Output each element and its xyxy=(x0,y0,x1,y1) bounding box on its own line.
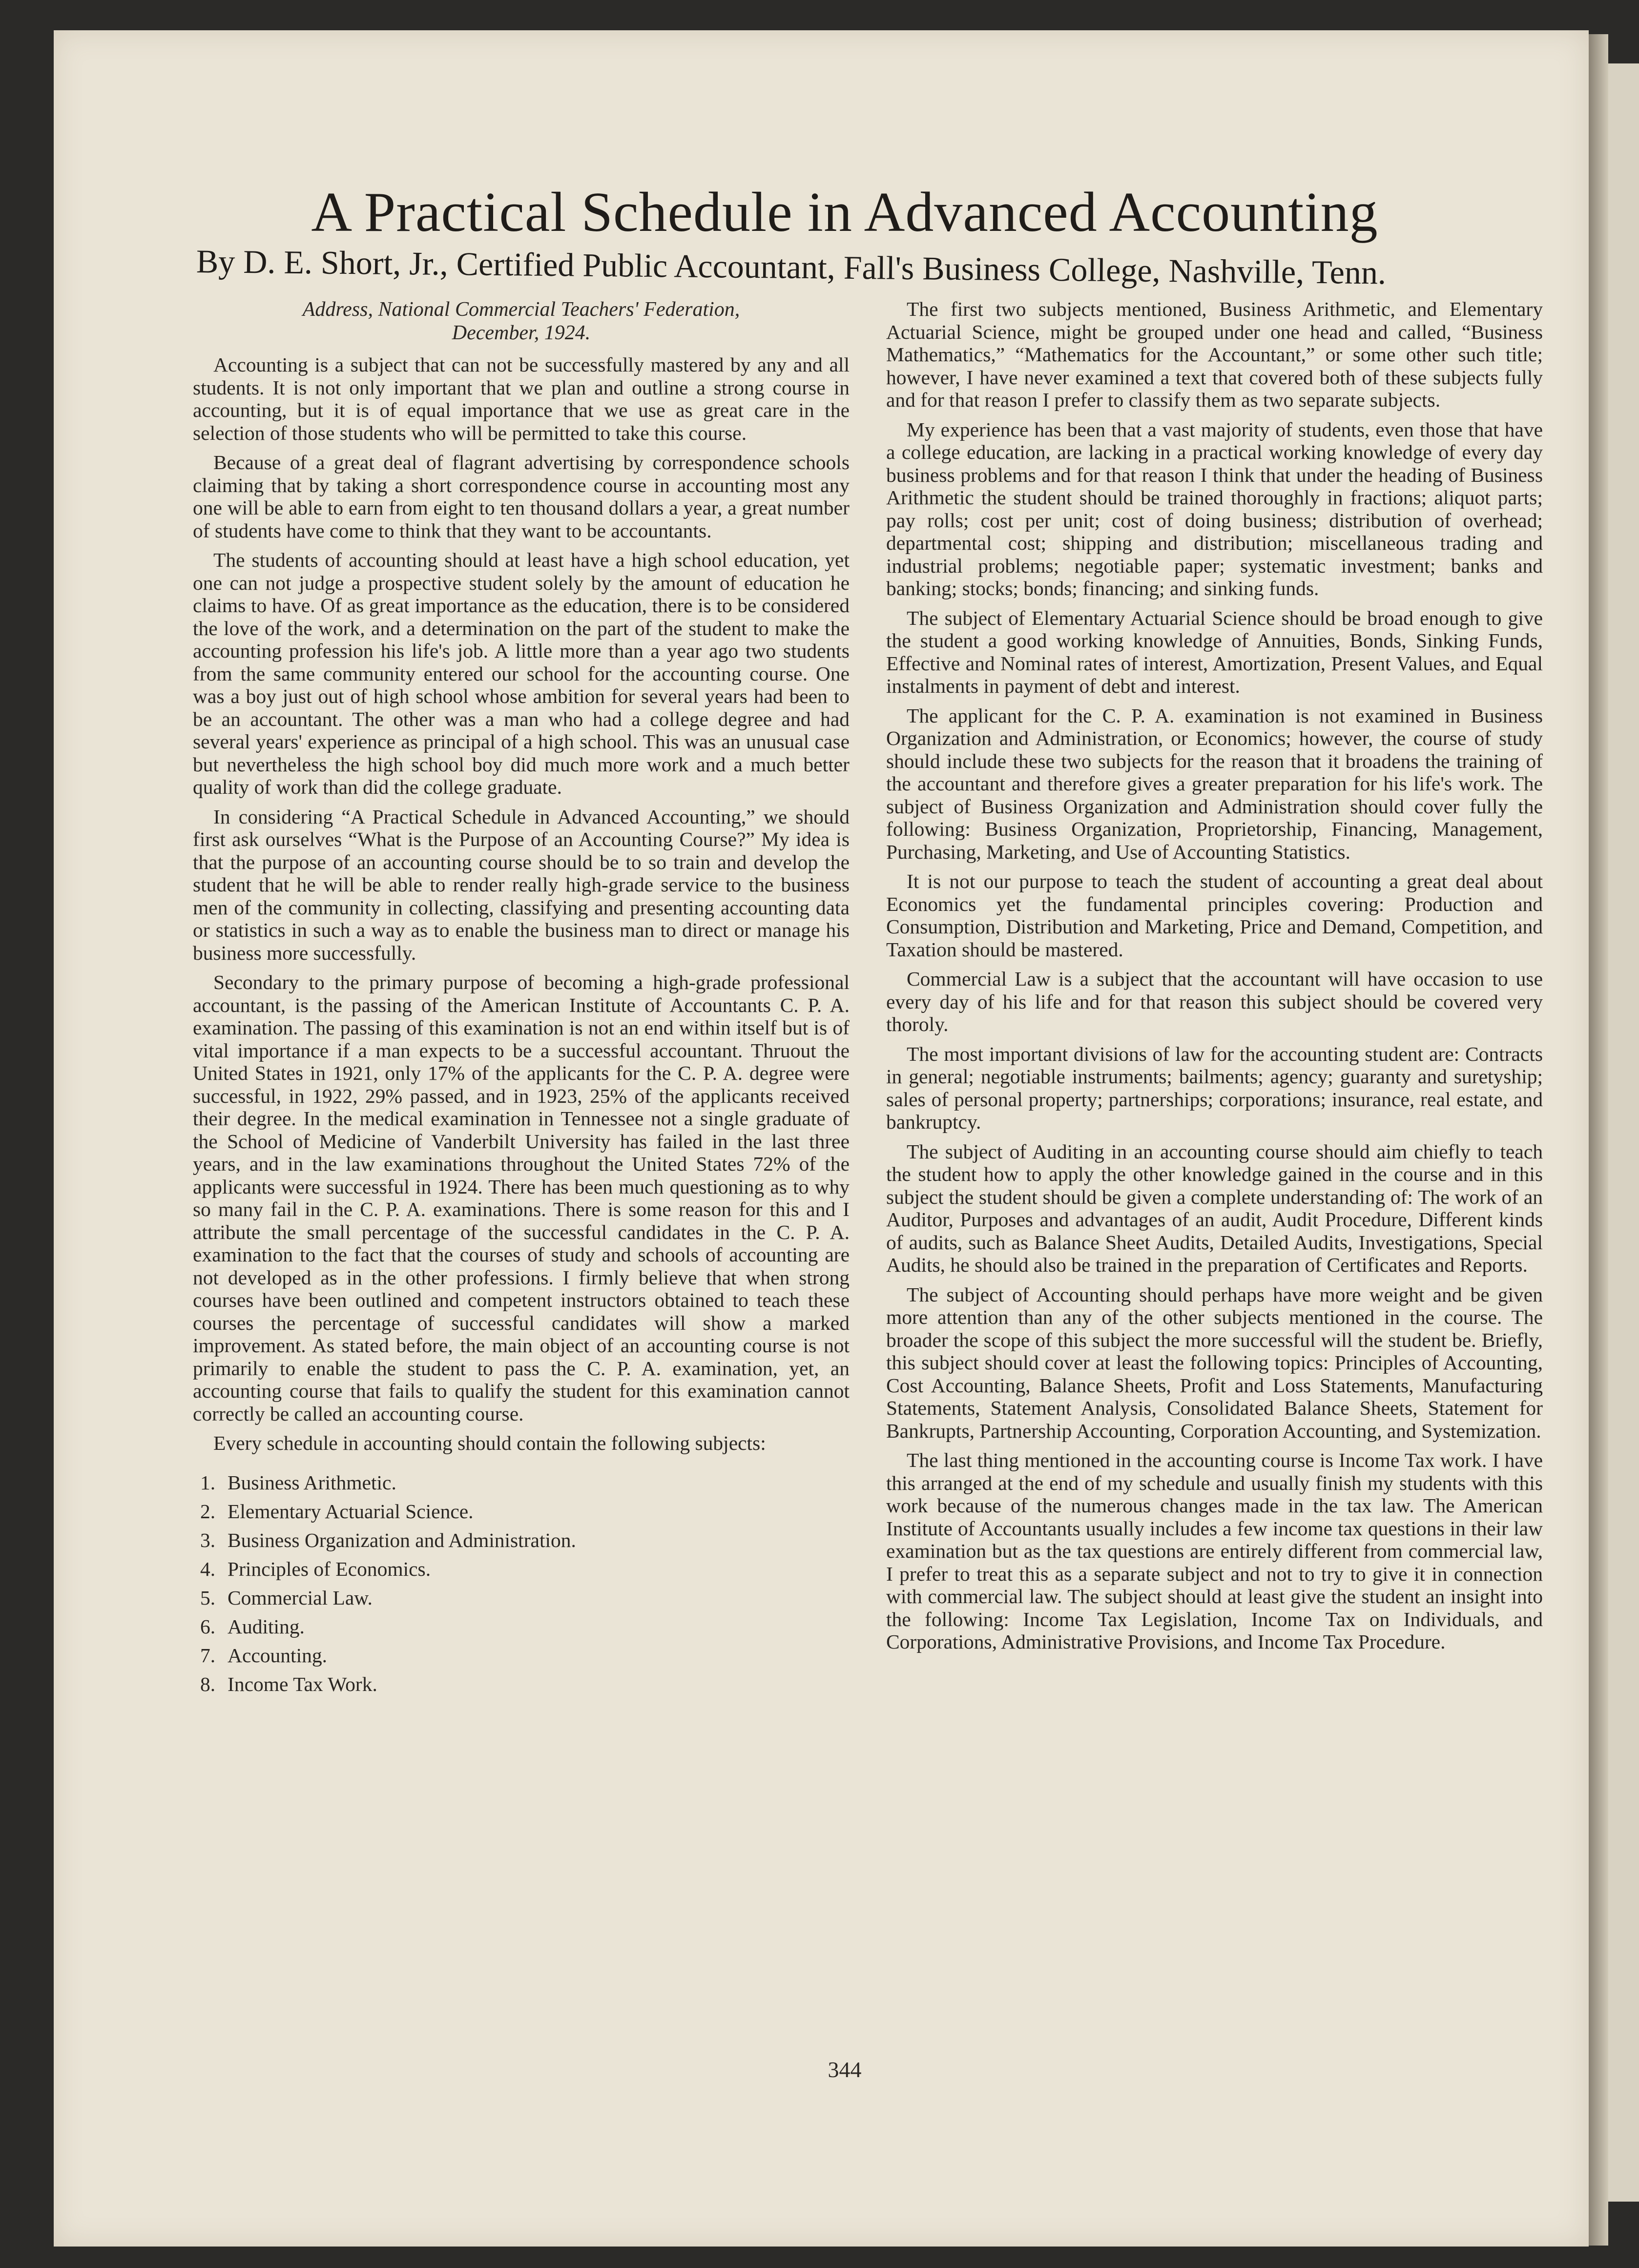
list-label: Accounting. xyxy=(228,1644,327,1667)
list-item xyxy=(200,1644,850,1667)
paragraph: The students of accounting should at least have a high school education, yet one can not judge a prospective student solely by the amount of education he claims to have. Of as great importance as the education, there is to be considered the love of the work, and a determination on the part of the student to make the accounting profession his life's job. A little more than a year ago two students from the same community entered our school for the accounting course. One was a boy just out of high school whose ambition for several years had been to be an accountant. The other was a man who had a college degree and had several years' experience as principal of a high school. This was an unusual case but nevertheless the high school boy did much more work and a much better quality of work than did the college graduate. xyxy=(193,549,850,798)
address-line-2: December, 1924. xyxy=(452,322,591,344)
list-item xyxy=(200,1529,850,1552)
paragraph: In considering “A Practical Schedule in Advanced Accounting,” we should first ask ourselves “What is the Purpose of an Accounting Course?” My idea is that the purpose of an accounting course should be to so train and develop the student that he will be able to render really high-grade service to the business men of the community in collecting, classifying and presenting accounting data or statistics in such a way as to enable the business man to direct or manage his business more successfully. xyxy=(193,805,850,964)
article-headline: A Practical Schedule in Advanced Accounting xyxy=(311,181,1378,244)
paragraph: Secondary to the primary purpose of becoming a high-grade professional accountant, is the passing of the American Institute of Accountants C. P. A. examination. The passing of this examination is not an end within itself but is of vital importance if a man expects to be a successful accountant. Thruout the United States in 1921, only 17% of the applicants for the C. P. A. degree were successful, in 1922, 29% passed, and in 1923, 25% of the applicants received their degree. In the medical examination in Tennessee not a single graduate of the School of Medicine of Vanderbilt University has failed in the last three years, and in the law examinations throughout the United States 72% of the applicants were successful in 1924. There has been much questioning as to why so many fail in the C. P. A. examinations. There is some reason for this and I attribute the small percentage of the successful candidates in the C. P. A. examination to the fact that the courses of study and schools of accounting are not developed as in the other professions. I firmly believe that when strong courses have been outlined and competent instructors obtained to teach these courses the percentage of successful candidates will show a marked improvement. As stated before, the main object of an accounting course is not primarily to enable the student to pass the C. P. A. examination, yet, an accounting course that fails to qualify the student for this examination cannot correctly be called an accounting course. xyxy=(193,971,850,1425)
list-item xyxy=(200,1500,850,1523)
paragraph: It is not our purpose to teach the student of accounting a great deal about Economics yet the fundamental principles covering: Production and Consumption, Distribution and Marketing, Price and Demand, Competition, and Taxation should be mastered. xyxy=(886,870,1543,961)
list-number: 2. xyxy=(200,1500,216,1523)
paragraph: The subject of Elementary Actuarial Science should be broad enough to give the student a good working knowledge of Annuities, Bonds, Sinking Funds, Effective and Nominal rates of interest, Amortization, Present Values, and Equal instalments in payment of debt and interest. xyxy=(886,606,1543,697)
book-spine xyxy=(1589,34,1608,2246)
list-item xyxy=(200,1558,850,1581)
address-line-1: Address, National Commercial Teachers' Federation, xyxy=(302,298,740,321)
list-number: 8. xyxy=(200,1672,216,1695)
paragraph: Every schedule in accounting should contain the following subjects: xyxy=(213,1432,766,1454)
list-item xyxy=(200,1615,850,1638)
article-byline: By D. E. Short, Jr., Certified Public Accountant, Fall's Business College, Nashville, Tenn. xyxy=(196,243,1387,291)
right-column xyxy=(886,298,1543,1660)
paragraph: The last thing mentioned in the accounting course is Income Tax work. I have this arranged at the end of my schedule and usually finish my students with this work because of the numerous changes made in the tax law. The American Institute of Accountants usually includes a few income tax questions in their law examination but as the tax questions are entirely different from commercial law, I prefer to treat this as a separate subject and not to try to give it in connection with commercial law. The subject should at least give the student an insight into the following: Income Tax Legislation, Income Tax on Individuals, and Corporations, Administrative Provisions, and Income Tax Procedure. xyxy=(886,1449,1543,1653)
page-number: 344 xyxy=(828,2057,862,2082)
paragraph: The subject of Auditing in an accounting course should aim chiefly to teach the student how to apply the other knowledge gained in the course and in this subject the student should be given a complete understanding of: The work of an Auditor, Purposes and advantages of an audit, Audit Procedure, Different kinds of audits, such as Balance Sheet Audits, Detailed Audits, Investigations, Special Audits, he should also be trained in the preparation of Certificates and Reports. xyxy=(886,1140,1543,1276)
address-note xyxy=(193,298,850,345)
paragraph: My experience has been that a vast majority of students, even those that have a college education, are lacking in a practical working knowledge of every day business problems and for that reason I think that under the heading of Business Arithmetic the student should be trained thoroughly in fractions; aliquot parts; pay rolls; cost per unit; cost of doing business; distribution of overhead; departmental cost; shipping and distribution; miscellaneous trading and industrial problems; negotiable paper; systematic investment; banks and banking; stocks; bonds; financing; and sinking funds. xyxy=(886,418,1543,599)
list-label: Business Organization and Administration. xyxy=(228,1528,576,1551)
paragraph: Because of a great deal of flagrant advertising by correspondence schools claiming that by taking a short correspondence course in accounting most any one will be able to earn from eight to ten thousand dollars a year, a great number of students have come to think that they want to be accountants. xyxy=(193,451,850,542)
list-label: Elementary Actuarial Science. xyxy=(228,1500,474,1523)
list-number: 7. xyxy=(200,1644,216,1667)
left-column xyxy=(193,298,850,1702)
paragraph: Accounting is a subject that can not be successfully mastered by any and all students. It is not only important that we plan and outline a strong course in accounting, but it is of equal importance that we use as great care in the selection of those students who will be permitted to take this course. xyxy=(193,353,850,444)
list-item xyxy=(200,1673,850,1696)
list-item xyxy=(200,1471,850,1494)
paragraph: The first two subjects mentioned, Business Arithmetic, and Elementary Actuarial Science, might be grouped under one head and called, “Business Mathematics,” “Mathematics for the Accountant,” or some other such title; however, I have never examined a text that covered both of these subjects fully and for that reason I prefer to classify them as two separate subjects. xyxy=(886,298,1543,411)
subjects-list xyxy=(193,1471,850,1696)
list-label: Commercial Law. xyxy=(228,1586,373,1609)
list-number: 1. xyxy=(200,1471,216,1494)
paragraph: The applicant for the C. P. A. examination is not examined in Business Organization and Administration, or Economics; however, the course of study should include these two subjects for the reason that it broadens the training of the accountant and therefore gives a greater preparation for his life's work. The subject of Business Organization and Administration should cover fully the following: Business Organization, Proprietorship, Financing, Management, Purchasing, Marketing, and Use of Accounting Statistics. xyxy=(886,704,1543,863)
list-number: 3. xyxy=(200,1528,216,1551)
paragraph: Commercial Law is a subject that the accountant will have occasion to use every day of his life and for that reason this subject should be covered very thoroly. xyxy=(886,968,1543,1035)
list-item xyxy=(200,1587,850,1609)
list-label: Business Arithmetic. xyxy=(228,1471,396,1494)
list-number: 6. xyxy=(200,1615,216,1638)
list-number: 4. xyxy=(200,1557,216,1580)
paragraph: The subject of Accounting should perhaps have more weight and be given more attention than any of the other subjects mentioned in the course. The broader the scope of this subject the more successful will the student be. Briefly, this subject should cover at least the following topics: Principles of Accounting, Cost Accounting, Balance Sheets, Profit and Loss Statements, Manufacturing Statements, Statement Analysis, Consolidated Balance Sheets, Statement for Bankrupts, Partnership Accounting, Corporation Accounting, and Systemization. xyxy=(886,1283,1543,1442)
paragraph: The most important divisions of law for the accounting student are: Contracts in general; negotiable instruments; bailments; agency; guaranty and suretyship; sales of personal property; partnerships; corporations; insurance, real estate, and bankruptcy. xyxy=(886,1042,1543,1133)
list-label: Principles of Economics. xyxy=(228,1557,431,1580)
list-label: Auditing. xyxy=(228,1615,305,1638)
list-label: Income Tax Work. xyxy=(228,1672,377,1695)
facing-page-edge xyxy=(1608,63,1639,2202)
list-number: 5. xyxy=(200,1586,216,1609)
